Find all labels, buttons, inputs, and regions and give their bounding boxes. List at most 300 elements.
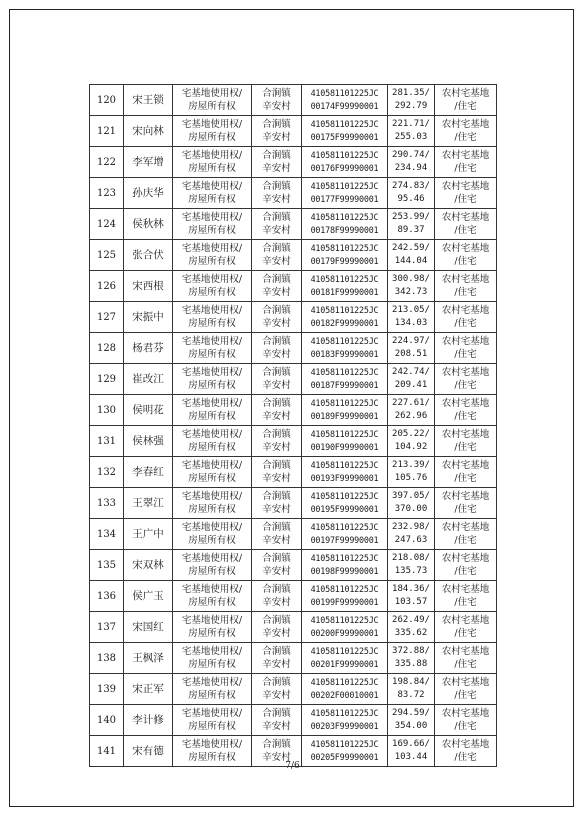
land-use-line: /住宅 — [454, 721, 477, 732]
land-use-line: 农村宅基地 — [441, 553, 490, 564]
land-use-line: /住宅 — [454, 225, 477, 236]
land-use-line: /住宅 — [454, 380, 477, 391]
unit-code-line: 00205F99990001 — [310, 752, 379, 762]
row-number-cell: 140 — [90, 705, 124, 736]
land-use-cell — [435, 581, 497, 612]
right-type-line: 房屋所有权 — [188, 318, 236, 329]
right-type-line: 宅基地使用权/ — [181, 367, 243, 378]
location-cell — [252, 395, 302, 426]
location-cell — [252, 271, 302, 302]
right-type-line: 房屋所有权 — [188, 535, 236, 546]
unit-code-cell — [302, 612, 388, 643]
area-line: 335.62 — [394, 628, 428, 638]
row-number-cell: 130 — [90, 395, 124, 426]
table-row — [90, 674, 497, 705]
owner-name-cell: 宋向林 — [124, 116, 173, 147]
land-use-cell — [435, 240, 497, 271]
owner-name-cell: 宋王锁 — [124, 85, 173, 116]
land-use-cell — [435, 271, 497, 302]
land-use-cell — [435, 333, 497, 364]
unit-code-line: 410581101225JC — [310, 367, 379, 377]
land-use-line: /住宅 — [454, 597, 477, 608]
area-cell — [388, 488, 435, 519]
right-type-cell — [173, 457, 252, 488]
right-type-cell — [173, 116, 252, 147]
area-cell — [388, 550, 435, 581]
right-type-cell — [173, 147, 252, 178]
unit-code-line: 00198F99990001 — [310, 566, 379, 576]
unit-code-line: 410581101225JC — [310, 460, 379, 470]
area-line: 134.03 — [394, 318, 428, 328]
location-line: 辛安村 — [262, 690, 291, 701]
unit-code-cell — [302, 116, 388, 147]
row-number-cell: 122 — [90, 147, 124, 178]
land-use-cell — [435, 674, 497, 705]
row-number-cell: 137 — [90, 612, 124, 643]
area-line: 342.73 — [394, 287, 428, 297]
row-number-cell: 138 — [90, 643, 124, 674]
unit-code-line: 410581101225JC — [310, 336, 379, 346]
area-line: 335.88 — [394, 659, 428, 669]
location-line: 辛安村 — [262, 504, 291, 515]
location-cell — [252, 581, 302, 612]
owner-name-cell: 宋国红 — [124, 612, 173, 643]
row-number-cell: 124 — [90, 209, 124, 240]
area-line: 184.36/ — [392, 584, 430, 594]
area-cell — [388, 519, 435, 550]
right-type-cell — [173, 209, 252, 240]
land-use-line: /住宅 — [454, 566, 477, 577]
row-number-cell: 141 — [90, 736, 124, 767]
owner-name-cell: 王翠江 — [124, 488, 173, 519]
location-line: 辛安村 — [262, 287, 291, 298]
area-cell — [388, 643, 435, 674]
unit-code-cell — [302, 364, 388, 395]
land-use-cell — [435, 364, 497, 395]
location-line: 辛安村 — [262, 225, 291, 236]
land-use-line: /住宅 — [454, 752, 477, 763]
row-number-cell: 123 — [90, 178, 124, 209]
right-type-line: 宅基地使用权/ — [181, 522, 243, 533]
area-cell — [388, 395, 435, 426]
land-use-line: /住宅 — [454, 628, 477, 639]
owner-name-cell: 宋西根 — [124, 271, 173, 302]
land-use-line: /住宅 — [454, 411, 477, 422]
unit-code-line: 410581101225JC — [310, 646, 379, 656]
land-use-line: /住宅 — [454, 690, 477, 701]
land-use-line: 农村宅基地 — [441, 739, 490, 750]
location-line: 合涧镇 — [262, 460, 291, 471]
area-cell — [388, 333, 435, 364]
location-line: 辛安村 — [262, 256, 291, 267]
table-body — [90, 85, 497, 767]
right-type-cell — [173, 178, 252, 209]
unit-code-cell — [302, 147, 388, 178]
owner-name-cell: 王枫泽 — [124, 643, 173, 674]
area-cell — [388, 426, 435, 457]
land-use-cell — [435, 209, 497, 240]
area-line: 89.37 — [397, 225, 425, 235]
right-type-line: 房屋所有权 — [188, 721, 236, 732]
land-use-cell — [435, 178, 497, 209]
land-use-line: 农村宅基地 — [441, 274, 490, 285]
unit-code-line: 00193F99990001 — [310, 473, 379, 483]
unit-code-line: 410581101225JC — [310, 491, 379, 501]
unit-code-line: 410581101225JC — [310, 305, 379, 315]
area-line: 221.71/ — [392, 119, 430, 129]
location-cell — [252, 240, 302, 271]
area-line: 103.57 — [394, 597, 428, 607]
unit-code-cell — [302, 705, 388, 736]
right-type-line: 宅基地使用权/ — [181, 429, 243, 440]
location-cell — [252, 643, 302, 674]
row-number-cell: 120 — [90, 85, 124, 116]
unit-code-line: 00202F00010001 — [310, 690, 379, 700]
right-type-cell — [173, 674, 252, 705]
right-type-line: 宅基地使用权/ — [181, 553, 243, 564]
area-line: 83.72 — [397, 690, 425, 700]
records-table — [89, 84, 497, 767]
row-number-cell: 131 — [90, 426, 124, 457]
table-row — [90, 302, 497, 333]
location-line: 合涧镇 — [262, 615, 291, 626]
location-line: 合涧镇 — [262, 708, 291, 719]
unit-code-cell — [302, 457, 388, 488]
unit-code-line: 410581101225JC — [310, 398, 379, 408]
table-row — [90, 581, 497, 612]
land-use-line: 农村宅基地 — [441, 336, 490, 347]
unit-code-line: 00189F99990001 — [310, 411, 379, 421]
area-line: 135.73 — [394, 566, 428, 576]
right-type-line: 宅基地使用权/ — [181, 491, 243, 502]
right-type-line: 房屋所有权 — [188, 380, 236, 391]
land-use-cell — [435, 612, 497, 643]
land-use-cell — [435, 519, 497, 550]
land-use-line: 农村宅基地 — [441, 460, 490, 471]
area-line: 208.51 — [394, 349, 428, 359]
land-use-line: /住宅 — [454, 349, 477, 360]
unit-code-line: 410581101225JC — [310, 739, 379, 749]
right-type-line: 房屋所有权 — [188, 225, 236, 236]
area-line: 370.00 — [394, 504, 428, 514]
area-line: 227.61/ — [392, 398, 430, 408]
right-type-line: 房屋所有权 — [188, 101, 236, 112]
row-number-cell: 139 — [90, 674, 124, 705]
location-cell — [252, 333, 302, 364]
right-type-cell — [173, 333, 252, 364]
unit-code-line: 410581101225JC — [310, 677, 379, 687]
area-line: 144.04 — [394, 256, 428, 266]
owner-name-cell: 王广中 — [124, 519, 173, 550]
right-type-cell — [173, 612, 252, 643]
location-line: 合涧镇 — [262, 119, 291, 130]
right-type-line: 房屋所有权 — [188, 442, 236, 453]
location-line: 辛安村 — [262, 380, 291, 391]
land-use-cell — [435, 488, 497, 519]
unit-code-line: 00178F99990001 — [310, 225, 379, 235]
unit-code-line: 410581101225JC — [310, 119, 379, 129]
location-cell — [252, 488, 302, 519]
right-type-cell — [173, 240, 252, 271]
area-line: 242.59/ — [392, 243, 430, 253]
location-line: 合涧镇 — [262, 739, 291, 750]
right-type-line: 房屋所有权 — [188, 752, 236, 763]
location-line: 辛安村 — [262, 473, 291, 484]
land-use-line: /住宅 — [454, 194, 477, 205]
unit-code-line: 00187F99990001 — [310, 380, 379, 390]
owner-name-cell: 李春红 — [124, 457, 173, 488]
area-line: 232.98/ — [392, 522, 430, 532]
location-cell — [252, 457, 302, 488]
area-line: 372.88/ — [392, 646, 430, 656]
area-line: 274.83/ — [392, 181, 430, 191]
unit-code-line: 00177F99990001 — [310, 194, 379, 204]
page-number: 7/6 — [285, 761, 300, 771]
area-line: 292.79 — [394, 101, 428, 111]
area-cell — [388, 302, 435, 333]
row-number-cell: 125 — [90, 240, 124, 271]
land-use-line: 农村宅基地 — [441, 305, 490, 316]
area-line: 224.97/ — [392, 336, 430, 346]
area-cell — [388, 271, 435, 302]
location-line: 合涧镇 — [262, 305, 291, 316]
land-use-line: /住宅 — [454, 132, 477, 143]
land-use-line: /住宅 — [454, 287, 477, 298]
location-line: 辛安村 — [262, 721, 291, 732]
area-cell — [388, 178, 435, 209]
land-use-line: 农村宅基地 — [441, 708, 490, 719]
owner-name-cell: 侯明花 — [124, 395, 173, 426]
location-cell — [252, 116, 302, 147]
land-use-line: 农村宅基地 — [441, 212, 490, 223]
unit-code-line: 410581101225JC — [310, 522, 379, 532]
unit-code-line: 410581101225JC — [310, 584, 379, 594]
owner-name-cell: 宋正军 — [124, 674, 173, 705]
unit-code-cell — [302, 271, 388, 302]
location-cell — [252, 178, 302, 209]
land-use-line: 农村宅基地 — [441, 181, 490, 192]
location-line: 辛安村 — [262, 318, 291, 329]
land-use-cell — [435, 395, 497, 426]
area-line: 234.94 — [394, 163, 428, 173]
area-line: 255.03 — [394, 132, 428, 142]
unit-code-line: 410581101225JC — [310, 708, 379, 718]
area-line: 262.96 — [394, 411, 428, 421]
right-type-line: 宅基地使用权/ — [181, 274, 243, 285]
area-cell — [388, 705, 435, 736]
right-type-line: 房屋所有权 — [188, 473, 236, 484]
area-line: 397.05/ — [392, 491, 430, 501]
row-number-cell: 132 — [90, 457, 124, 488]
area-line: 354.00 — [394, 721, 428, 731]
row-number-cell: 134 — [90, 519, 124, 550]
unit-code-line: 410581101225JC — [310, 243, 379, 253]
right-type-line: 房屋所有权 — [188, 597, 236, 608]
location-line: 合涧镇 — [262, 646, 291, 657]
location-line: 辛安村 — [262, 132, 291, 143]
area-line: 294.59/ — [392, 708, 430, 718]
table-row — [90, 488, 497, 519]
location-cell — [252, 147, 302, 178]
location-line: 合涧镇 — [262, 522, 291, 533]
unit-code-cell — [302, 178, 388, 209]
right-type-line: 宅基地使用权/ — [181, 119, 243, 130]
location-cell — [252, 705, 302, 736]
unit-code-cell — [302, 674, 388, 705]
location-line: 合涧镇 — [262, 212, 291, 223]
location-cell — [252, 209, 302, 240]
right-type-cell — [173, 271, 252, 302]
location-line: 合涧镇 — [262, 243, 291, 254]
right-type-line: 房屋所有权 — [188, 287, 236, 298]
land-use-line: /住宅 — [454, 504, 477, 515]
table-row — [90, 333, 497, 364]
owner-name-cell: 宋有德 — [124, 736, 173, 767]
area-line: 247.63 — [394, 535, 428, 545]
area-cell — [388, 240, 435, 271]
area-cell — [388, 612, 435, 643]
unit-code-cell — [302, 519, 388, 550]
location-line: 合涧镇 — [262, 274, 291, 285]
right-type-line: 房屋所有权 — [188, 411, 236, 422]
land-use-line: 农村宅基地 — [441, 398, 490, 409]
location-line: 合涧镇 — [262, 429, 291, 440]
owner-name-cell: 李计修 — [124, 705, 173, 736]
land-use-line: /住宅 — [454, 163, 477, 174]
owner-name-cell: 张合伏 — [124, 240, 173, 271]
location-line: 辛安村 — [262, 628, 291, 639]
location-line: 辛安村 — [262, 163, 291, 174]
land-use-cell — [435, 85, 497, 116]
right-type-line: 房屋所有权 — [188, 349, 236, 360]
table-row — [90, 705, 497, 736]
unit-code-line: 00199F99990001 — [310, 597, 379, 607]
right-type-line: 房屋所有权 — [188, 628, 236, 639]
land-use-line: 农村宅基地 — [441, 429, 490, 440]
right-type-line: 房屋所有权 — [188, 256, 236, 267]
unit-code-line: 00195F99990001 — [310, 504, 379, 514]
location-cell — [252, 426, 302, 457]
owner-name-cell: 侯林强 — [124, 426, 173, 457]
area-cell — [388, 209, 435, 240]
area-cell — [388, 116, 435, 147]
row-number-cell: 135 — [90, 550, 124, 581]
location-line: 辛安村 — [262, 101, 291, 112]
row-number-cell: 127 — [90, 302, 124, 333]
unit-code-line: 00176F99990001 — [310, 163, 379, 173]
right-type-line: 宅基地使用权/ — [181, 708, 243, 719]
table-row — [90, 271, 497, 302]
table-row — [90, 178, 497, 209]
location-line: 合涧镇 — [262, 88, 291, 99]
right-type-line: 宅基地使用权/ — [181, 336, 243, 347]
location-cell — [252, 519, 302, 550]
unit-code-line: 410581101225JC — [310, 615, 379, 625]
land-use-line: 农村宅基地 — [441, 243, 490, 254]
area-line: 281.35/ — [392, 88, 430, 98]
area-line: 290.74/ — [392, 150, 430, 160]
right-type-cell — [173, 364, 252, 395]
right-type-cell — [173, 85, 252, 116]
land-use-cell — [435, 457, 497, 488]
unit-code-line: 410581101225JC — [310, 553, 379, 563]
location-line: 合涧镇 — [262, 181, 291, 192]
location-line: 辛安村 — [262, 597, 291, 608]
land-use-line: 农村宅基地 — [441, 522, 490, 533]
right-type-line: 宅基地使用权/ — [181, 398, 243, 409]
table-row — [90, 519, 497, 550]
land-use-line: /住宅 — [454, 101, 477, 112]
right-type-line: 宅基地使用权/ — [181, 212, 243, 223]
area-line: 218.08/ — [392, 553, 430, 563]
land-use-cell — [435, 550, 497, 581]
right-type-cell — [173, 581, 252, 612]
land-use-cell — [435, 426, 497, 457]
land-use-line: 农村宅基地 — [441, 615, 490, 626]
area-line: 198.84/ — [392, 677, 430, 687]
unit-code-line: 410581101225JC — [310, 212, 379, 222]
location-line: 合涧镇 — [262, 398, 291, 409]
table-row — [90, 209, 497, 240]
row-number-cell: 136 — [90, 581, 124, 612]
owner-name-cell: 侯秋林 — [124, 209, 173, 240]
right-type-cell — [173, 705, 252, 736]
right-type-cell — [173, 488, 252, 519]
location-line: 合涧镇 — [262, 553, 291, 564]
unit-code-line: 00200F99990001 — [310, 628, 379, 638]
area-cell — [388, 674, 435, 705]
unit-code-line: 00175F99990001 — [310, 132, 379, 142]
area-cell — [388, 147, 435, 178]
land-use-cell — [435, 705, 497, 736]
right-type-line: 宅基地使用权/ — [181, 460, 243, 471]
land-use-line: 农村宅基地 — [441, 150, 490, 161]
unit-code-line: 410581101225JC — [310, 429, 379, 439]
right-type-line: 宅基地使用权/ — [181, 305, 243, 316]
land-use-line: /住宅 — [454, 535, 477, 546]
land-use-line: /住宅 — [454, 473, 477, 484]
right-type-line: 宅基地使用权/ — [181, 646, 243, 657]
unit-code-line: 00197F99990001 — [310, 535, 379, 545]
right-type-line: 宅基地使用权/ — [181, 739, 243, 750]
area-line: 103.44 — [394, 752, 428, 762]
table-row — [90, 116, 497, 147]
right-type-line: 宅基地使用权/ — [181, 615, 243, 626]
location-line: 辛安村 — [262, 659, 291, 670]
table-row — [90, 147, 497, 178]
land-use-line: 农村宅基地 — [441, 88, 490, 99]
land-use-line: /住宅 — [454, 442, 477, 453]
right-type-line: 房屋所有权 — [188, 132, 236, 143]
right-type-line: 宅基地使用权/ — [181, 677, 243, 688]
land-use-cell — [435, 643, 497, 674]
right-type-cell — [173, 550, 252, 581]
right-type-line: 宅基地使用权/ — [181, 584, 243, 595]
unit-code-line: 00190F99990001 — [310, 442, 379, 452]
right-type-cell — [173, 643, 252, 674]
location-cell — [252, 550, 302, 581]
land-use-line: 农村宅基地 — [441, 677, 490, 688]
location-line: 辛安村 — [262, 411, 291, 422]
owner-name-cell: 孙庆华 — [124, 178, 173, 209]
location-line: 合涧镇 — [262, 150, 291, 161]
right-type-line: 房屋所有权 — [188, 194, 236, 205]
row-number-cell: 121 — [90, 116, 124, 147]
location-cell — [252, 364, 302, 395]
area-cell — [388, 581, 435, 612]
land-use-line: 农村宅基地 — [441, 119, 490, 130]
land-use-line: 农村宅基地 — [441, 491, 490, 502]
